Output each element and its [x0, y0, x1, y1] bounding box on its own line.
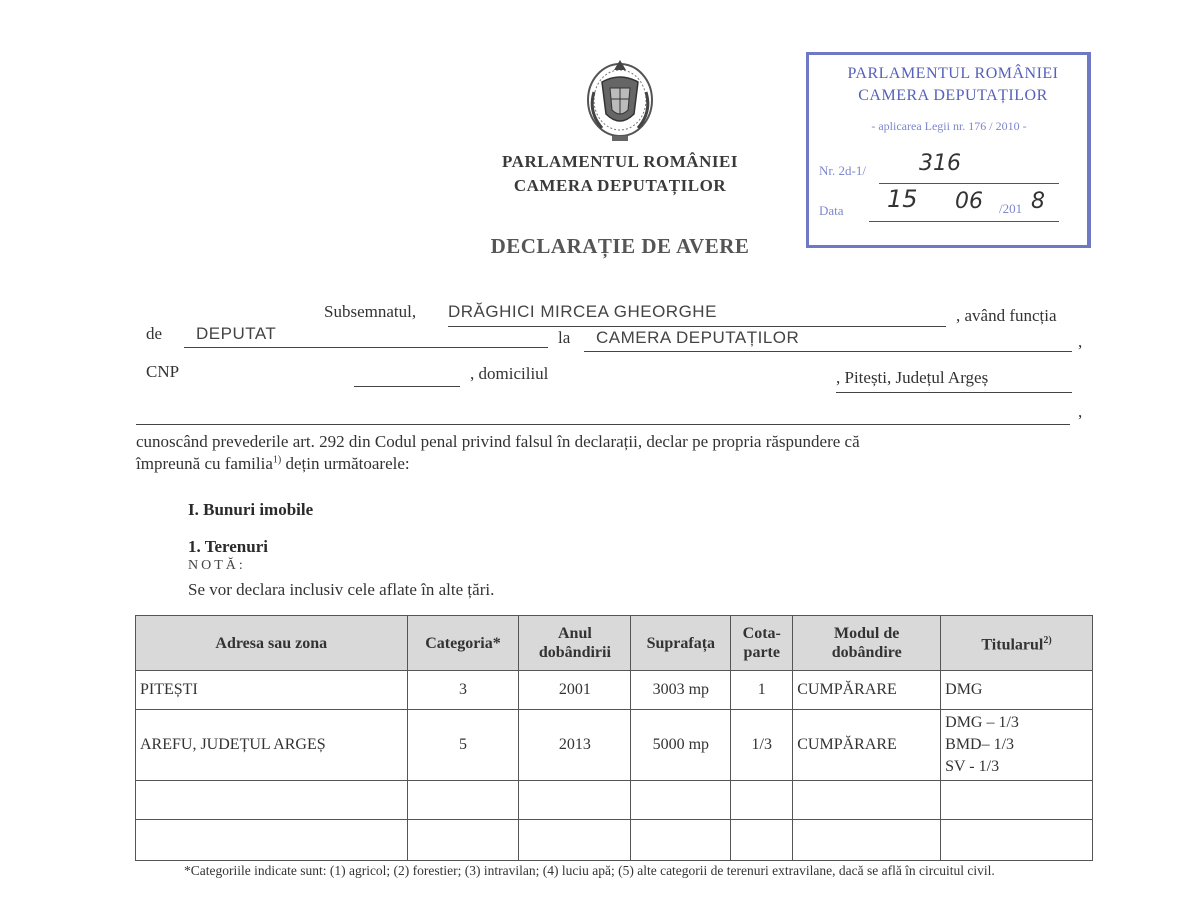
table-header-row: [136, 616, 1093, 671]
address-field: , Pitești, Județul Argeș: [836, 368, 1072, 393]
la-label: la: [558, 328, 571, 347]
table-row-empty: [136, 781, 1093, 820]
cell-titular: DMG: [941, 671, 1093, 710]
cell-anul: 2013: [519, 710, 631, 781]
table-row: [136, 710, 1093, 781]
nota-text: Se vor declara inclusiv cele aflate în alte țări.: [188, 580, 495, 599]
declarant-name-field: DRĂGHICI MIRCEA GHEORGHE: [448, 302, 946, 327]
nota-label: NOTĂ:: [188, 558, 246, 573]
subsection-title: 1. Terenuri: [188, 537, 268, 556]
stamp-date-day: 15: [887, 185, 918, 213]
stamp-date-label: Data: [819, 203, 844, 218]
titular-line: DMG – 1/3: [945, 714, 1019, 731]
stamp-line-1: PARLAMENTUL ROMÂNIEI: [847, 65, 1059, 82]
cell-suprafata: 3003 mp: [631, 671, 731, 710]
stamp-date-year-prefix: /201: [999, 201, 1023, 216]
intro-line-2: [136, 454, 1096, 474]
cnp-field: [354, 362, 460, 387]
cell-anul: 2001: [519, 671, 631, 710]
cell-cota: 1/3: [731, 710, 793, 781]
document-title: DECLARAȚIE DE AVERE: [490, 234, 750, 258]
intro-text-a: împreună cu familia: [136, 454, 273, 473]
footnote: *Categoriile indicate sunt: (1) agricol; (2) forestier; (3) intravilan; (4) luciu apă; (5) alte categorii de terenuri extravilane, dacă se află în circuitul civil.: [184, 863, 995, 878]
cell-suprafata: 5000 mp: [631, 710, 731, 781]
titular-line: SV - 1/3: [945, 758, 1000, 775]
col-header-adresa: Adresa sau zona: [136, 616, 408, 671]
col-header-suprafata: Suprafața: [631, 616, 731, 671]
cnp-label: CNP: [146, 362, 180, 381]
col-header-cota: Cota-parte: [731, 616, 793, 671]
cell-titular: [941, 710, 1093, 781]
parliament-name: PARLAMENTUL ROMÂNIEI: [502, 152, 738, 171]
document-header: [440, 150, 800, 198]
intro-line-1: cunoscând prevederile art. 292 din Codul penal privind falsul în declarații, declar pe propria răspundere că: [136, 432, 860, 451]
footnote-ref-1: 1): [272, 454, 282, 466]
stamp-nr-line: [879, 183, 1059, 184]
stamp-date-month: 06: [955, 189, 983, 214]
registration-stamp: [806, 52, 1091, 248]
coat-of-arms-icon: [580, 52, 660, 144]
cell-adresa: PITEȘTI: [136, 671, 408, 710]
function-field: DEPUTAT: [184, 324, 548, 348]
stamp-date-year-suffix: 8: [1031, 189, 1045, 214]
stamp-nr-label: Nr. 2d-1/: [819, 163, 866, 178]
domiciliu-label: , domiciliul: [470, 364, 549, 383]
table-row: [136, 671, 1093, 710]
chamber-name: CAMERA DEPUTAȚILOR: [513, 176, 727, 195]
col-header-modul: Modul de dobândire: [793, 616, 941, 671]
address-continuation-line: [136, 400, 1070, 425]
avand-functia-label: , având funcția: [956, 306, 1057, 325]
de-label: de: [146, 324, 163, 343]
institution-field: CAMERA DEPUTAȚILOR: [584, 328, 1072, 352]
comma-2: ,: [1078, 402, 1083, 421]
cell-adresa: AREFU, JUDEȚUL ARGEȘ: [136, 710, 408, 781]
comma-1: ,: [1078, 332, 1083, 351]
stamp-date-line: [869, 221, 1059, 222]
cell-cota: 1: [731, 671, 793, 710]
cell-categoria: 5: [407, 710, 519, 781]
col-header-titular: [941, 616, 1093, 671]
intro-text-b: dețin următoarele:: [281, 454, 410, 473]
cell-modul: CUMPĂRARE: [793, 710, 941, 781]
stamp-nr-value: 316: [919, 151, 961, 176]
cell-modul: CUMPĂRARE: [793, 671, 941, 710]
col-header-anul: Anul dobândirii: [519, 616, 631, 671]
section-title: I. Bunuri imobile: [188, 500, 314, 519]
stamp-line-2: CAMERA DEPUTAȚILOR: [858, 87, 1048, 104]
titular-header-text: Titularul: [981, 636, 1044, 654]
stamp-law-reference: - aplicarea Legii nr. 176 / 2010 -: [871, 119, 1027, 133]
table-row-empty: [136, 820, 1093, 861]
titular-line: BMD– 1/3: [945, 736, 1015, 753]
cell-categoria: 3: [407, 671, 519, 710]
subsemnatul-label: Subsemnatul,: [324, 302, 417, 321]
footnote-ref-2: 2): [1043, 635, 1052, 647]
land-table: [135, 615, 1093, 861]
col-header-categoria: Categoria*: [407, 616, 519, 671]
